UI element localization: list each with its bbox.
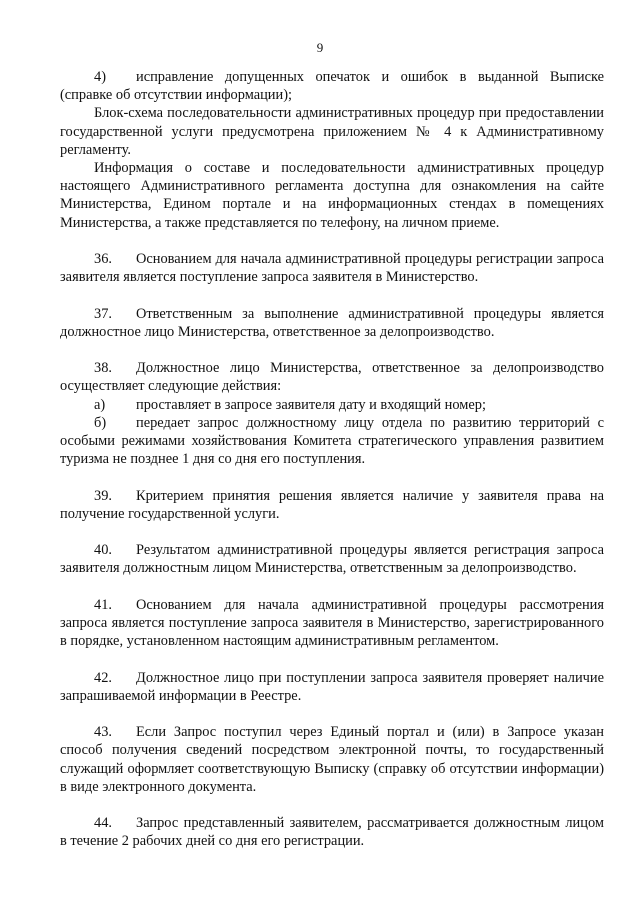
- paragraph-number: а): [94, 396, 106, 413]
- paragraph-42: [60, 669, 604, 705]
- document-body: [60, 68, 604, 851]
- paragraph-37: [60, 305, 604, 341]
- paragraph-number: 42.: [94, 669, 112, 686]
- paragraph-text: Если Запрос поступил через Единый портал и (или) в Запросе указан способ получения сведений посредством электронной почты, то государственный служащий оформляет соответствующую Выписку (справку об отсутствии информации) в виде электронного документа.: [60, 724, 604, 795]
- paragraph-number: 36.: [94, 251, 112, 268]
- paragraph-text: Основанием для начала административной процедуры рассмотрения запроса является поступление запроса заявителя в Министерство, зарегистрированного в порядке, установленном настоящим административным регламентом.: [60, 596, 604, 650]
- paragraph-number: б): [94, 414, 107, 431]
- paragraph-43: [60, 723, 604, 796]
- paragraph-text: Результатом административной процедуры является регистрация запроса заявителя должностным лицом Министерства, ответственным за делопроизводство.: [60, 542, 604, 577]
- paragraph-text: Информация о составе и последовательности административных процедур настоящего Административного регламента доступна для ознакомления на сайте Министерства, Едином портале и на информационных стендах в помещениях Министерства, а также представляется по телефону, на личном приеме.: [60, 160, 604, 231]
- paragraph-item-4: [60, 68, 604, 104]
- paragraph-38a: [60, 396, 604, 414]
- paragraph-44: [60, 814, 604, 850]
- paragraph-36: [60, 250, 604, 286]
- paragraph-text: Запрос представленный заявителем, рассматривается должностным лицом в течение 2 рабочих дней со дня его регистрации.: [60, 815, 604, 850]
- paragraph-text: Критерием принятия решения является наличие у заявителя права на получение государственной услуги.: [60, 487, 604, 522]
- paragraph-text: проставляет в запросе заявителя дату и входящий номер;: [136, 396, 486, 413]
- paragraph-number: 43.: [94, 724, 112, 741]
- paragraph-text: исправление допущенных опечаток и ошибок в выданной Выписке (справке об отсутствии информации);: [60, 69, 604, 104]
- page-number: 9: [316, 40, 324, 55]
- paragraph-39: [60, 487, 604, 523]
- paragraph-number: 40.: [94, 542, 112, 559]
- paragraph-block-diagram: [60, 104, 604, 159]
- paragraph-40: [60, 541, 604, 577]
- paragraph-text: Блок-схема последовательности административных процедур при предоставлении государственной услуги предусмотрена приложением № 4 к Административному регламенту.: [60, 105, 604, 158]
- paragraph-number: 37.: [94, 305, 112, 322]
- paragraph-38b: [60, 414, 604, 469]
- paragraph-info-availability: [60, 159, 604, 232]
- paragraph-number: 41.: [94, 596, 112, 613]
- paragraph-number: 39.: [94, 487, 112, 504]
- paragraph-text: Ответственным за выполнение административной процедуры является должностное лицо Министерства, ответственное за делопроизводство.: [60, 305, 604, 340]
- paragraph-41: [60, 596, 604, 651]
- paragraph-38: [60, 359, 604, 395]
- paragraph-text: Должностное лицо при поступлении запроса заявителя проверяет наличие запрашиваемой информации в Реестре.: [60, 669, 604, 704]
- paragraph-number: 44.: [94, 815, 112, 832]
- paragraph-text: передает запрос должностному лицу отдела по развитию территорий с особыми режимами хозяйствования Комитета стратегического управления развитием туризма не позднее 1 дня со дня его поступления.: [60, 414, 604, 468]
- paragraph-number: 38.: [94, 360, 112, 377]
- paragraph-text: Должностное лицо Министерства, ответственное за делопроизводство осуществляет следующие действия:: [60, 360, 604, 395]
- paragraph-text: Основанием для начала административной процедуры регистрации запроса заявителя является поступление запроса заявителя в Министерство.: [60, 251, 604, 286]
- paragraph-number: 4): [94, 69, 106, 85]
